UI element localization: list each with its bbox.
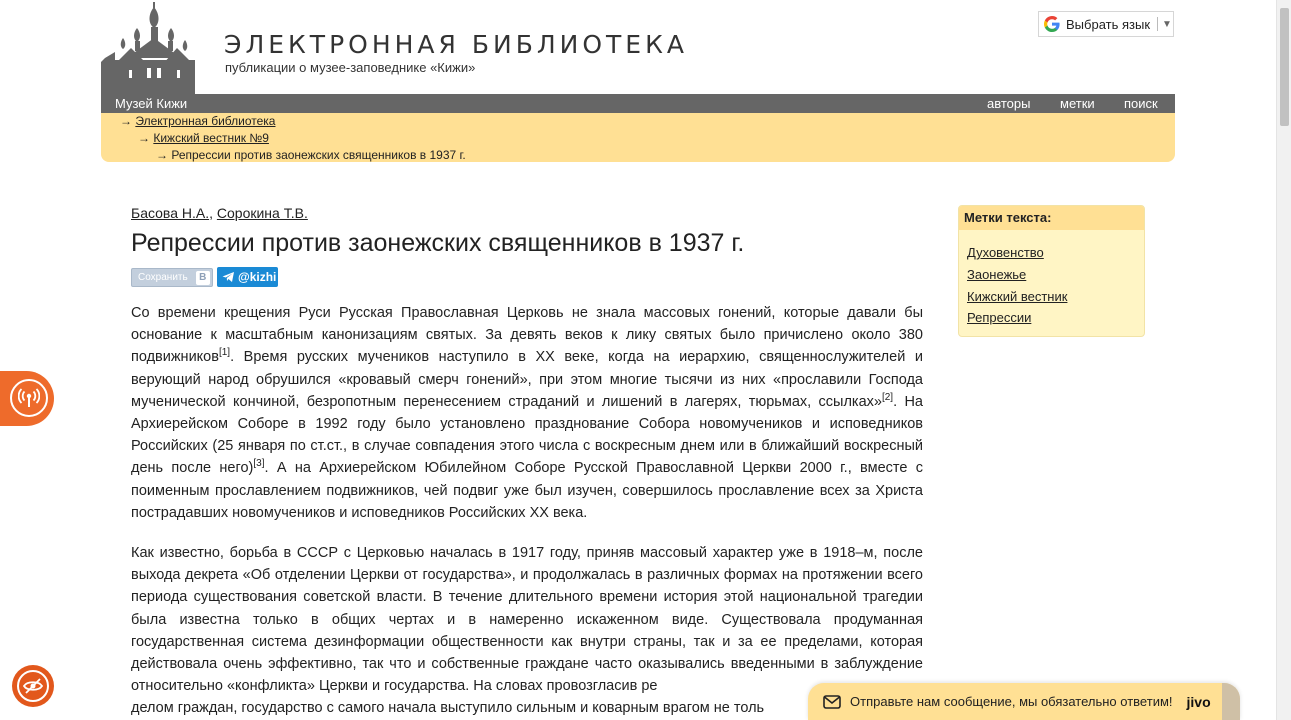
tag-link[interactable]: Кижский вестник xyxy=(967,288,1068,304)
telegram-button-label: @kizhi xyxy=(238,270,277,284)
site-title: ЭЛЕКТРОННАЯ БИБЛИОТЕКА xyxy=(224,30,688,59)
tags-panel-title: Метки текста: xyxy=(959,206,1144,230)
vk-share-button[interactable] xyxy=(131,268,213,287)
google-icon xyxy=(1044,16,1060,32)
paragraph-text: . Время русских мучеников наступило в XX веке, когда на иерархию, священнослужителей и верующий народ обрушился «кровавый смерч гонений», при этом многие тысячи из них «прославили Господа мученической кончиной, безропотным перенесением страданий и лишений в лагерях, тюрьмах, ссылках» xyxy=(131,349,923,410)
language-select-label: Выбрать язык xyxy=(1066,16,1151,32)
chat-widget-tab[interactable] xyxy=(1222,683,1240,720)
paragraph-text: . На Архиерейском Соборе в 1992 году было установлено празднование Собора новомучеников и исповедников Российских (25 января по ст.ст., в случае совпадения этого числа с воскресным днем или в ближайший воскресный день после него) xyxy=(131,393,923,477)
jivo-logo: jivo xyxy=(1186,693,1211,710)
scrollbar-thumb[interactable] xyxy=(1280,8,1289,126)
breadcrumb xyxy=(101,113,1175,162)
telegram-button[interactable] xyxy=(217,267,278,287)
page-scrollbar[interactable] xyxy=(1276,0,1291,720)
article-paragraph xyxy=(131,542,923,720)
chat-widget-message: Отправьте нам сообщение, мы обязательно ответим! xyxy=(850,694,1173,709)
tag-link[interactable]: Репрессии xyxy=(967,310,1032,326)
article-paragraph xyxy=(131,302,923,524)
broadcast-icon xyxy=(10,379,48,417)
breadcrumb-link-library[interactable]: Электронная библиотека xyxy=(135,114,276,128)
breadcrumb-item xyxy=(156,148,466,162)
footnote-link[interactable]: [3] xyxy=(253,458,265,470)
footnote-link[interactable]: [2] xyxy=(881,391,894,403)
chevron-down-icon: ▼ xyxy=(1162,18,1172,30)
site-subtitle: публикации о музее-заповеднике «Кижи» xyxy=(225,60,476,75)
breadcrumb-item xyxy=(138,131,269,145)
breadcrumb-link-issue[interactable]: Кижский вестник №9 xyxy=(153,131,269,145)
accessibility-toggle-button[interactable] xyxy=(12,665,54,707)
eye-off-icon xyxy=(17,670,49,702)
divider xyxy=(1157,17,1158,31)
author-separator: , xyxy=(209,205,213,221)
breadcrumb-item xyxy=(120,114,275,128)
paragraph-text: делом граждан, государство с самого начала выступило сильным и коварным врагом не толь xyxy=(131,700,765,717)
footnote-link[interactable]: [1] xyxy=(218,347,231,359)
share-button-label: Сохранить xyxy=(138,272,188,283)
nav-link-search[interactable]: поиск xyxy=(1124,96,1158,111)
chat-widget-bar[interactable] xyxy=(808,683,1240,720)
author-link[interactable]: Басова Н.А. xyxy=(131,205,210,221)
arrow-right-icon: → xyxy=(120,114,132,128)
nav-link-authors[interactable]: авторы xyxy=(987,96,1031,111)
author-link[interactable]: Сорокина Т.В. xyxy=(216,205,308,221)
breadcrumb-current: Репрессии против заонежских священников в 1937 г. xyxy=(171,148,466,162)
nav-link-tags[interactable]: метки xyxy=(1060,96,1095,111)
tag-link[interactable]: Духовенство xyxy=(967,245,1044,260)
article-authors xyxy=(131,205,308,221)
mail-icon xyxy=(823,695,841,709)
tag-link[interactable]: Заонежье xyxy=(967,266,1027,282)
tags-panel xyxy=(958,205,1145,337)
vk-icon: В xyxy=(196,271,210,285)
arrow-right-icon: → xyxy=(156,148,168,162)
broadcast-widget-button[interactable] xyxy=(0,371,54,426)
telegram-icon xyxy=(222,271,235,283)
tags-list xyxy=(959,230,1144,329)
top-navbar xyxy=(101,94,1175,113)
paragraph-text: Со времени крещения Руси Русская Православная Церковь не знала массовых гонений, которые давали бы основание к масштабным канонизациям святых. За девять веков к лику святых было причислено около 380 подвижников xyxy=(131,305,923,366)
arrow-right-icon: → xyxy=(138,131,150,145)
kizhi-church-logo[interactable] xyxy=(101,2,197,94)
paragraph-text: Как известно, борьба в СССР с Церковью началась в 1917 году, приняв массовый характер уже в 1918–м, после выхода декрета «Об отделении Церкви от государства», и продолжалась в различных формах на протяжении всего периода существования советской власти. В течение длительного времени история этой национальной трагедии была известна только в общих чертах и в намеренно искаженном виде. Существовала продуманная государственная система дезинформации общественности как внутри страны, так и за ее пределами, которая действовала очень эффективно, так что и собственные граждане часто оказывались введенными в заблуждение относительно «конфликта» Церкви и государства. На словах провозгласив ре xyxy=(131,545,923,695)
nav-home-link[interactable]: Музей Кижи xyxy=(115,96,188,111)
paragraph-text: . А на Архиерейском Юбилейном Соборе Русской Православной Церкви 2000 г., вместе с поименным прославлением подвижников, чей подвиг уже был изучен, совершилось прославление всех за Христа пострадавших новомучеников и исповедников Российских XX века. xyxy=(131,460,923,521)
language-select[interactable] xyxy=(1038,11,1174,37)
article-title: Репрессии против заонежских священников в 1937 г. xyxy=(131,229,745,257)
